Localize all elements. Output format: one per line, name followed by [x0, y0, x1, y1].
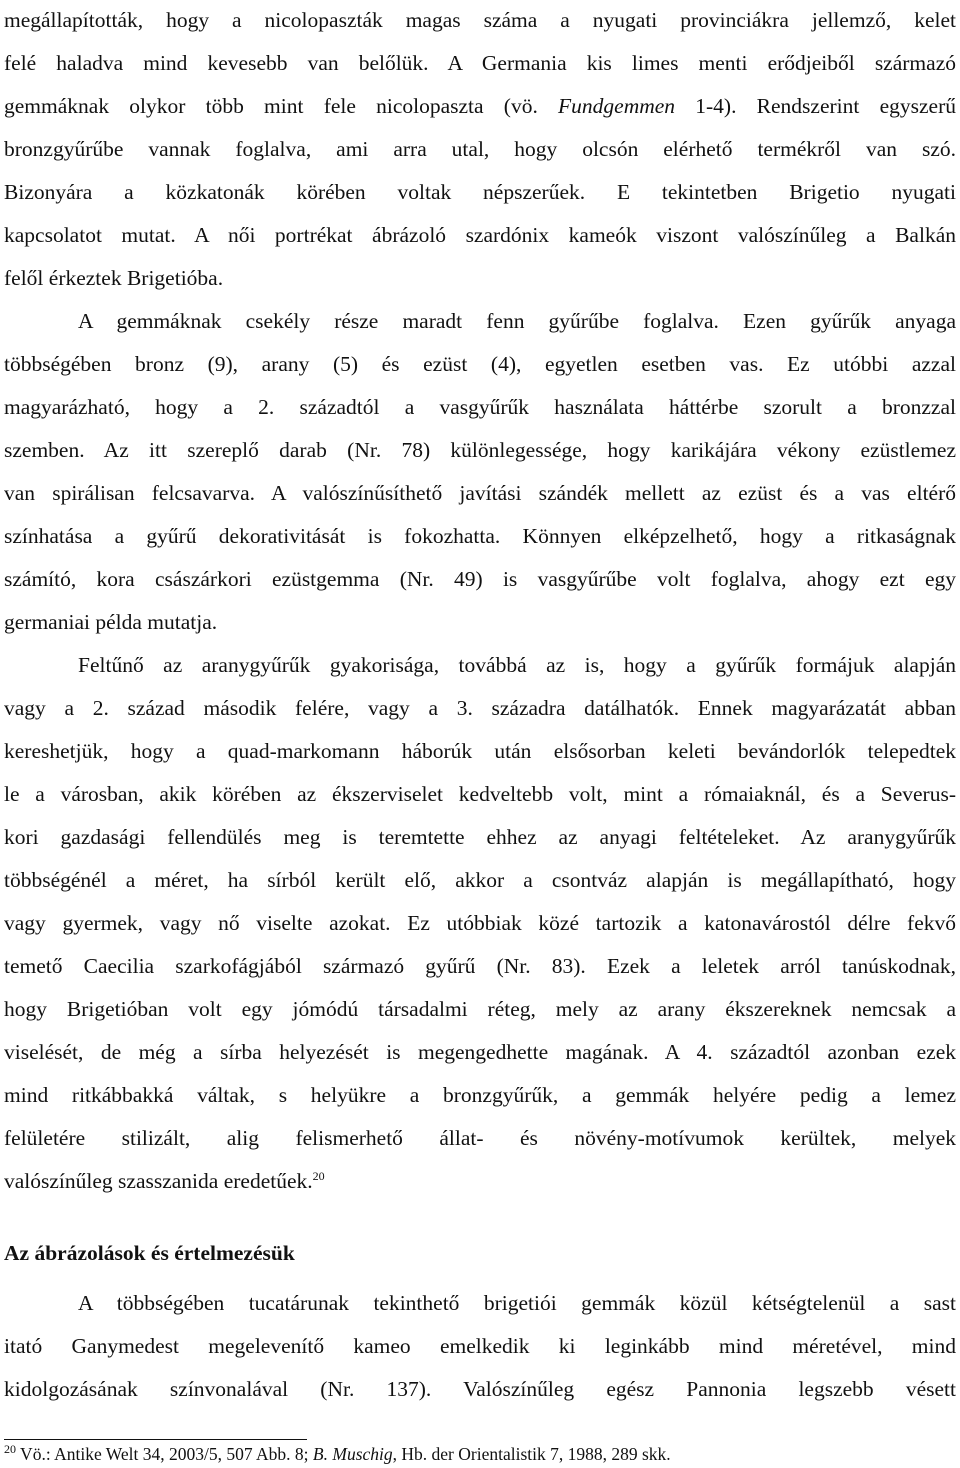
text-line: kori gazdasági fellendülés meg is teremtette ehhez az anyagi feltételeket. Az aranygyűrűk	[4, 825, 956, 849]
text-line: vagy a 2. század második felére, vagy a 3. századra datálhatók. Ennek magyarázatát abban	[4, 696, 956, 720]
text-line: hogy Brigetióban volt egy jómódú társadalmi réteg, mely az arany ékszereknek nemcsak a	[4, 997, 956, 1021]
text-line: itató Ganymedest megelevenítő kameo emelkedik ki leginkább mind méretével, mind	[4, 1334, 956, 1358]
text-line: színhatása a gyűrű dekorativitását is fokozhatta. Könnyen elképzelhető, hogy a ritkaságnak	[4, 524, 956, 548]
footnote-mark: 20	[4, 1442, 16, 1457]
text-line: felől érkeztek Brigetióba.	[4, 266, 224, 290]
footnote-text-c: , Hb. der Orientalistik 7, 1988, 289 skk.	[392, 1444, 671, 1464]
text-line: kapcsolatot mutat. A női portrékat ábrázoló szardónix kameók viszont valószínűleg a Balkán	[4, 223, 956, 247]
text-line: számító, kora császárkori ezüstgemma (Nr. 49) is vasgyűrűbe volt foglalva, ahogy ezt egy	[4, 567, 956, 591]
text-line: A gemmáknak csekély része maradt fenn gyűrűbe foglalva. Ezen gyűrűk anyaga	[78, 309, 956, 333]
text-line: kidolgozásának színvonalával (Nr. 137). Valószínűleg egész Pannonia legszebb vésett	[4, 1377, 956, 1401]
text-line: szemben. Az itt szereplő darab (Nr. 78) különlegessége, hogy karikájára vékony ezüstlemez	[4, 438, 956, 462]
text-line: többségénél a méret, ha sírból került elő, akkor a csontváz alapján is megállapítható, hogy	[4, 868, 956, 892]
text-line: le a városban, akik körében az ékszerviselet kedveltebb volt, mint a rómaiaknál, és a Severus-	[4, 782, 956, 806]
text-line: megállapították, hogy a nicolopaszták magas száma a nyugati provinciákra jellemző, kelet	[4, 8, 956, 32]
footnote-separator	[4, 1439, 307, 1440]
text-line: valószínűleg szasszanida eredetűek.$^{20}$	[4, 1168, 325, 1193]
text-line: mind ritkábbakká váltak, s helyükre a bronzgyűrűk, a gemmák helyére pedig a lemez	[4, 1083, 956, 1107]
footnote-reference: 20	[312, 1168, 325, 1183]
text-line: van spirálisan felcsavarva. A valószínűsíthető javítási szándék mellett az ezüst és a vas eltérő	[4, 481, 956, 505]
text-line: temető Caecilia szarkofágjából származó gyűrű (Nr. 83). Ezek a leletek arról tanúskodnak,	[4, 954, 956, 978]
text-line: kereshetjük, hogy a quad-markomann háborúk után elsősorban keleti bevándorlók telepedtek	[4, 739, 956, 763]
text-line: bronzgyűrűbe vannak foglalva, ami arra utal, hogy olcsón elérhető termékről van szó.	[4, 137, 956, 161]
text-line: magyarázható, hogy a 2. századtól a vasgyűrűk használata háttérbe szorult a bronzzal	[4, 395, 956, 419]
footnote-text-a: Vö.: Antike Welt 34, 2003/5, 507 Abb. 8;	[16, 1444, 313, 1464]
text-line: viselését, de még a sírba helyezését is megengedhette magának. A 4. századtól azonban ezek	[4, 1040, 956, 1064]
text-line: Bizonyára a közkatonák körében voltak népszerűek. E tekintetben Brigetio nyugati	[4, 180, 956, 204]
footnote-author: B. Muschig	[312, 1444, 393, 1464]
text-line: többségében bronz (9), arany (5) és ezüst (4), egyetlen esetben vas. Ez utóbbi azzal	[4, 352, 956, 376]
text-line: felületére stilizált, alig felismerhető állat- és növény-motívumok kerültek, melyek	[4, 1126, 956, 1150]
text-line: A többségében tucatárunak tekinthető brigetiói gemmák közül kétségtelenül a sast	[78, 1291, 956, 1315]
text-line: felé haladva mind kevesebb van belőlük. A Germania kis limes menti erődjeiből származó	[4, 51, 956, 75]
text-line: vagy gyermek, vagy nő viselte azokat. Ez utóbbiak közé tartozik a katonavárostól délre fekvő	[4, 911, 956, 935]
text-line: Feltűnő az aranygyűrűk gyakorisága, továbbá az is, hogy a gyűrűk formájuk alapján	[78, 653, 956, 677]
text-line: germaniai példa mutatja.	[4, 610, 218, 634]
section-heading: Az ábrázolások és értelmezésük	[4, 1241, 295, 1265]
text-line: gemmáknak olykor több mint fele nicolopaszta (vö. Fundgemmen 1-4). Rendszerint egyszerű	[4, 94, 956, 118]
footnote	[4, 1443, 671, 1465]
